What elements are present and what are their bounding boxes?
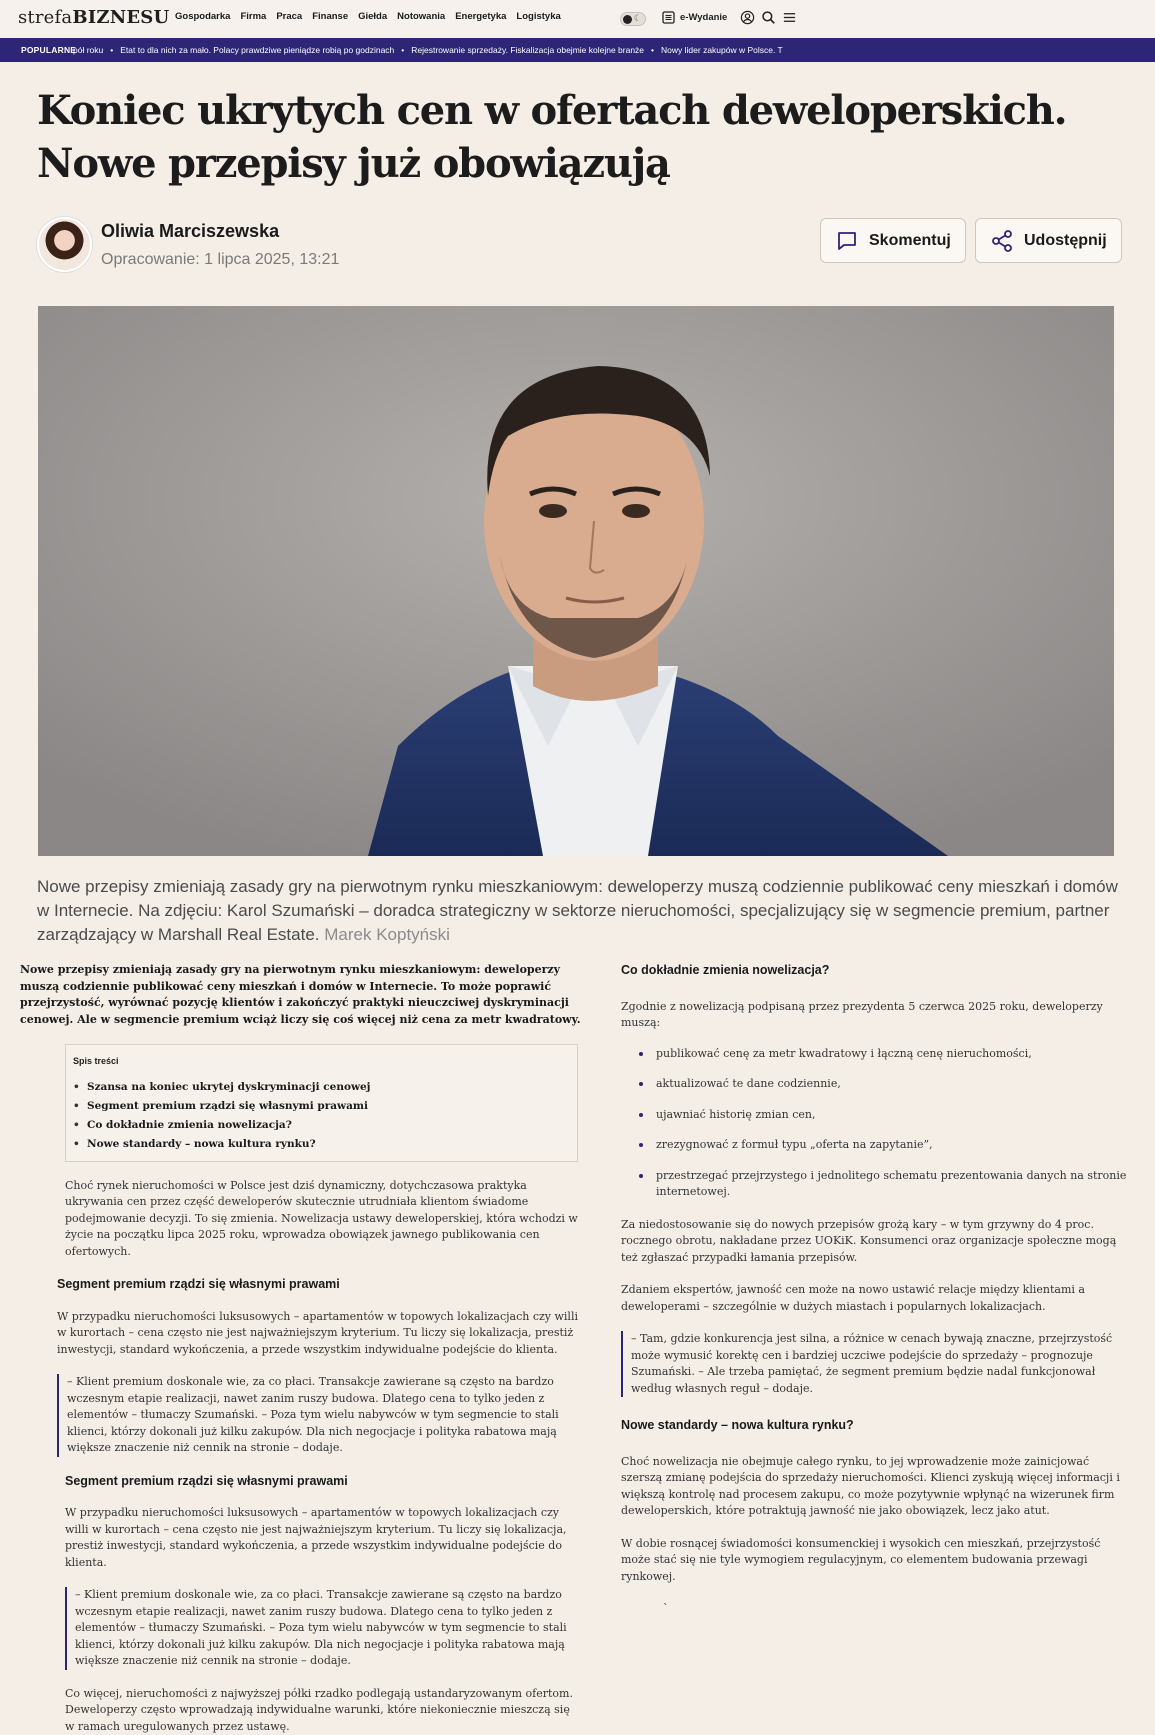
photo-credit: Marek Koptyński bbox=[324, 925, 450, 944]
paragraph-changes: Zgodnie z nowelizacją podpisaną przez prezydenta 5 czerwca 2025 roku, deweloperzy muszą: bbox=[621, 999, 1129, 1032]
portrait-illustration bbox=[38, 306, 1114, 856]
list-item: ujawniać historię zmian cen, bbox=[621, 1107, 1129, 1124]
nav-finanse[interactable]: Finanse bbox=[312, 11, 348, 22]
list-item: przestrzegać przejrzystego i jednolitego schematu prezentowania danych na stronie internetowej. bbox=[621, 1168, 1129, 1201]
popular-label: POPULARNE bbox=[21, 45, 76, 55]
requirements-list bbox=[621, 1046, 1129, 1201]
bullet-separator: • bbox=[107, 45, 116, 55]
article-title bbox=[37, 84, 1097, 190]
nav-praca[interactable]: Praca bbox=[276, 11, 302, 22]
paragraph-experts: Zdaniem ekspertów, jawność cen może na nowo ustawić relacje między klientami a deweloperami – szczególnie w dużych miastach i popularnych lokalizacjach. bbox=[621, 1282, 1129, 1315]
section-heading-premium: Segment premium rządzi się własnymi prawami bbox=[57, 1276, 582, 1293]
caption-text: Nowe przepisy zmieniają zasady gry na pierwotnym rynku mieszkaniowym: deweloperzy muszą codziennie publikować ceny mieszkań i domów w Internecie. Na zdjęciu: Karol Szumański – doradca strategiczny w sektorze nieruchomości, specjalizujący się w segmencie premium, partner zarządzający w Marshall Real Estate. bbox=[37, 877, 1118, 944]
bullet-separator: • bbox=[648, 45, 657, 55]
logo-part-2: BIZNESU bbox=[72, 7, 169, 28]
top-navigation-bar bbox=[0, 0, 1155, 38]
nav-gospodarka[interactable]: Gospodarka bbox=[175, 11, 230, 22]
publish-date: Opracowanie: 1 lipca 2025, 13:21 bbox=[101, 251, 339, 269]
e-wydanie-link[interactable] bbox=[662, 11, 727, 24]
popular-item[interactable]: Nowy lider zakupów w Polsce. T bbox=[661, 45, 783, 55]
list-item: aktualizować te dane codziennie, bbox=[621, 1076, 1129, 1093]
share-icon bbox=[990, 229, 1014, 253]
paragraph-more: Co więcej, nieruchomości z najwyższej półki rzadko podlegają ustandaryzowanym ofertom. Deweloperzy często wprowadzają indywidualne warunki, które niekoniecznie mieszczą się w ramach uregulowanych przez ustawę. bbox=[65, 1686, 582, 1735]
share-button-label: Udostępnij bbox=[1024, 232, 1107, 250]
paragraph-premium-repeat: W przypadku nieruchomości luksusowych – apartamentów w topowych lokalizacjach czy willi w kurortach – cena często nie jest najważniejszym kryterium. Tu liczy się lokalizacja, prestiż inwestycji, standard wykończenia, a przede wszystkim indywidualne podejście do klienta. bbox=[65, 1505, 582, 1571]
list-item: publikować cenę za metr kwadratowy i łączną cenę nieruchomości, bbox=[621, 1046, 1129, 1063]
comment-button-label: Skomentuj bbox=[869, 232, 951, 250]
toc-item[interactable]: • Segment premium rządzi się własnymi prawami bbox=[73, 1097, 565, 1116]
popular-item[interactable]: Etat to dla nich za mało. Polacy prawdziwe pieniądze robią po godzinach bbox=[120, 45, 394, 55]
article-hero-photo[interactable] bbox=[38, 306, 1114, 856]
menu-icon[interactable] bbox=[782, 10, 797, 25]
site-logo[interactable] bbox=[18, 7, 169, 28]
section-heading-standards: Nowe standardy – nowa kultura rynku? bbox=[621, 1417, 1129, 1434]
newspaper-icon bbox=[662, 11, 675, 24]
popular-items bbox=[73, 45, 783, 55]
nav-logistyka[interactable]: Logistyka bbox=[516, 11, 560, 22]
quote-competition: – Tam, gdzie konkurencja jest silna, a różnice w cenach bywają znaczne, przejrzystość może wymusić korektę cen i bardziej uczciwe podejście do sprzedaży – prognozuje Szumański. – Ale trzeba pamiętać, że segment premium będzie nadal funkcjonował według własnych reguł – dodaje. bbox=[621, 1331, 1129, 1397]
toc-title: Spis treści bbox=[73, 1053, 565, 1070]
search-icon[interactable] bbox=[761, 10, 776, 25]
list-item: zrezygnować z formuł typu „oferta na zapytanie”, bbox=[621, 1137, 1129, 1154]
moon-icon: ☾ bbox=[634, 14, 642, 24]
nav-firma[interactable]: Firma bbox=[240, 11, 266, 22]
bullet-separator: • bbox=[398, 45, 407, 55]
popular-item[interactable]: pół roku bbox=[73, 45, 103, 55]
paragraph-standards: Choć nowelizacja nie obejmuje całego rynku, to jej wprowadzenie może zainicjować szerszą zmianę podejścia do sprzedaży nieruchomości. Klienci zyskują więcej informacji i większą kontrolę nad procesem zakupu, co może pozytywnie wpłynąć na wizerunek firm deweloperskich, które potraktują jawność nie jako obowiązek, lecz jako atut. bbox=[621, 1454, 1129, 1520]
main-nav bbox=[175, 11, 561, 22]
paragraph-premium: W przypadku nieruchomości luksusowych – apartamentów w topowych lokalizacjach czy willi w kurortach – cena często nie jest najważniejszym kryterium. Tu liczy się lokalizacja, prestiż inwestycji, standard wykończenia, a przede wszystkim indywidualne podejście do klienta. bbox=[57, 1309, 582, 1359]
toc-item[interactable]: • Co dokładnie zmienia nowelizacja? bbox=[73, 1116, 565, 1135]
paragraph-final: W dobie rosnącej świadomości konsumenckiej i wysokich cen mieszkań, przejrzystość może stać się nie tyle wymogiem regulacyjnym, co elementem budowania przewagi rynkowej. bbox=[621, 1536, 1129, 1586]
comment-icon bbox=[835, 229, 859, 253]
toc-item[interactable]: • Szansa na koniec ukrytej dyskryminacji cenowej bbox=[73, 1078, 565, 1097]
quote-premium-repeat: – Klient premium doskonale wie, za co płaci. Transakcje zawierane są często na bardzo wczesnym etapie realizacji, nawet zanim ruszy budowa. Dlatego cena to tylko jeden z elementów – tłumaczy Szumański. – Poza tym wielu nabywców w tym segmencie to stali klienci, którzy dokonali już kilku zakupów. Dla nich negocjacje i polityka rabatowa mają większe znaczenie niż cennik na stronie – dodaje. bbox=[65, 1587, 582, 1670]
nav-notowania[interactable]: Notowania bbox=[397, 11, 445, 22]
author-avatar[interactable] bbox=[37, 217, 92, 272]
toggle-knob bbox=[623, 15, 632, 24]
toc-list bbox=[73, 1078, 565, 1154]
article-column-right bbox=[621, 962, 1129, 1618]
e-wydanie-label: e-Wydanie bbox=[680, 12, 727, 23]
title-line-2: Nowe przepisy już obowiązują bbox=[37, 140, 670, 187]
header-icons bbox=[740, 10, 797, 25]
dark-mode-toggle[interactable] bbox=[620, 12, 646, 26]
stray-mark: ` bbox=[663, 1601, 1129, 1618]
quote-premium: – Klient premium doskonale wie, za co płaci. Transakcje zawierane są często na bardzo wczesnym etapie realizacji, nawet zanim ruszy budowa. Dlatego cena to tylko jeden z elementów – tłumaczy Szumański. – Poza tym wielu nabywców w tym segmencie to stali klienci, którzy dokonali już kilku zakupów. Dla nich negocjacje i polityka rabatowa mają większe znaczenie niż cennik na stronie – dodaje. bbox=[57, 1374, 582, 1457]
user-icon[interactable] bbox=[740, 10, 755, 25]
title-line-1: Koniec ukrytych cen w ofertach deweloperskich. bbox=[37, 87, 1066, 134]
nav-gielda[interactable]: Giełda bbox=[358, 11, 387, 22]
photo-caption bbox=[37, 875, 1127, 947]
table-of-contents bbox=[65, 1044, 578, 1162]
section-heading-premium-repeat: Segment premium rządzi się własnymi prawami bbox=[65, 1473, 582, 1490]
popular-item[interactable]: Rejestrowanie sprzedaży. Fiskalizacja obejmie kolejne branże bbox=[411, 45, 644, 55]
share-button[interactable] bbox=[975, 218, 1122, 263]
author-name[interactable]: Oliwia Marciszewska bbox=[101, 221, 279, 242]
article-lead: Nowe przepisy zmieniają zasady gry na pierwotnym rynku mieszkaniowym: deweloperzy muszą codziennie publikować ceny mieszkań i domów w Internecie. To może poprawić przejrzystość, wyrównać pozycję klientów i zakończyć praktyki nieuczciwej dyskryminacji cenowej. Ale w segmencie premium wciąż liczy się coś więcej niż cena za metr kwadratowy. bbox=[20, 962, 582, 1028]
section-heading-changes: Co dokładnie zmienia nowelizacja? bbox=[621, 962, 1129, 979]
paragraph-penalties: Za niedostosowanie się do nowych przepisów grożą kary – w tym grzywny do 4 proc. rocznego obrotu, nakładane przez UOKiK. Konsumenci oraz organizacje społeczne mogą też zgłaszać przypadki łamania przepisów. bbox=[621, 1217, 1129, 1267]
nav-energetyka[interactable]: Energetyka bbox=[455, 11, 506, 22]
comment-button[interactable] bbox=[820, 218, 966, 263]
logo-part-1: strefa bbox=[18, 7, 72, 28]
paragraph-intro: Choć rynek nieruchomości w Polsce jest dziś dynamiczny, dotychczasowa praktyka ukrywania cen przez część deweloperów skutecznie utrudniała klientom świadome podejmowanie decyzji. To się zmienia. Nowelizacja ustawy deweloperskiej, która wchodzi w życie na początku lipca 2025 roku, wprowadza obowiązek jawnego publikowania cen ofertowych. bbox=[65, 1178, 582, 1261]
article-column-left bbox=[20, 962, 582, 1735]
popular-ticker bbox=[0, 38, 1155, 62]
toc-item[interactable]: • Nowe standardy – nowa kultura rynku? bbox=[73, 1135, 565, 1154]
